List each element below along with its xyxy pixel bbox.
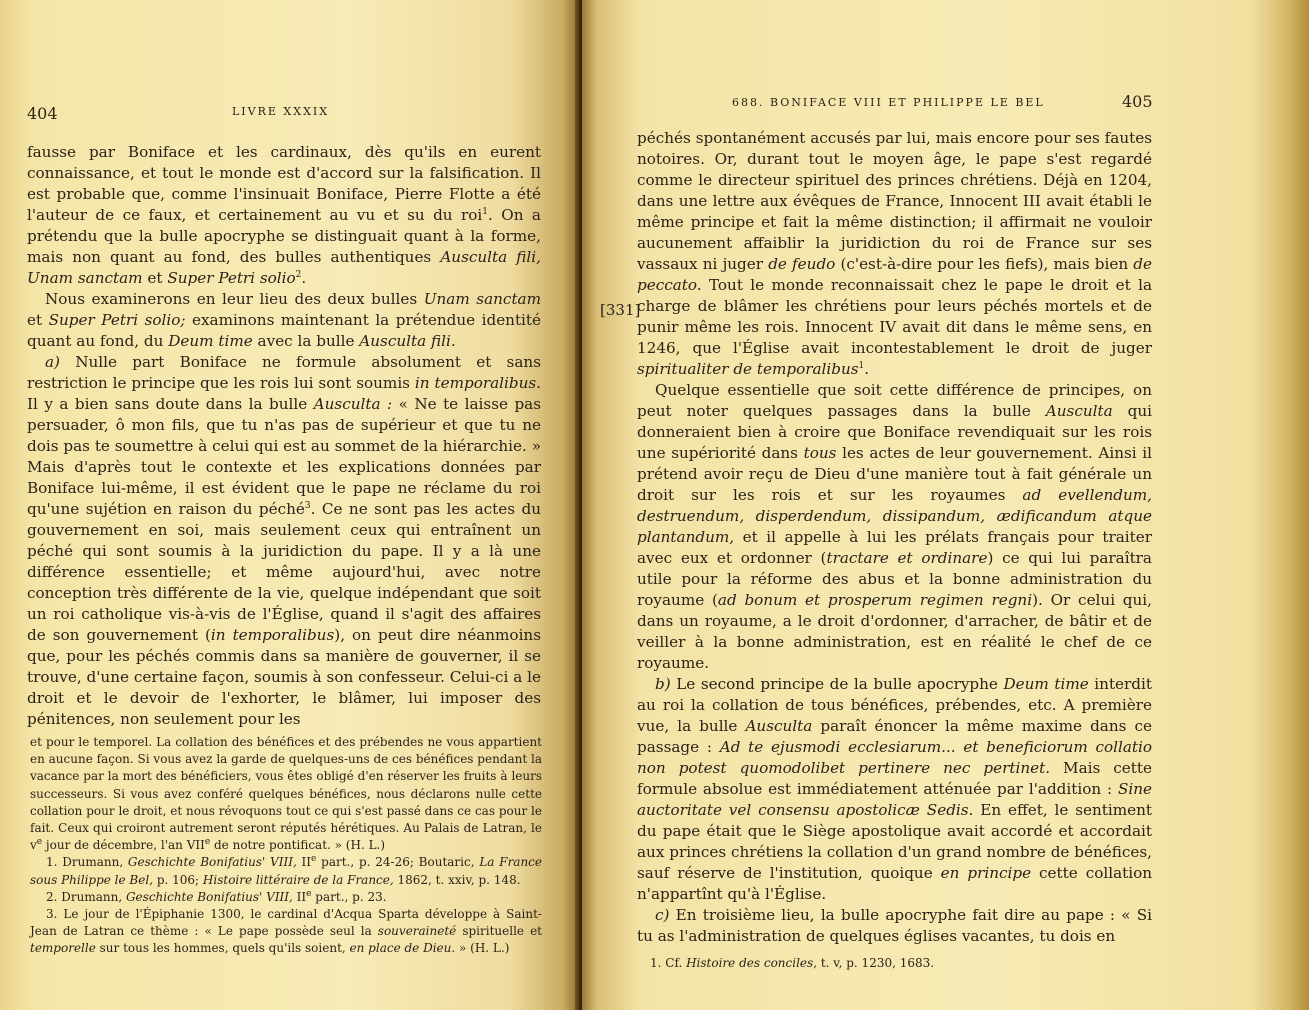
body-text: [637, 128, 1152, 947]
margin-reference: [331]: [600, 301, 641, 319]
left-page: [0, 0, 580, 1010]
footnote: 1. Drumann, Geschichte Bonifatius' VIII, IIe part., p. 24-26; Boutaric, La France sous Philippe le Bel, p. 106; Histoire littéraire de la France, 1862, t. xxiv, p. 148.: [30, 854, 543, 887]
footnote: 1. Cf. Histoire des conciles, t. v, p. 1230, 1683.: [650, 956, 935, 970]
paragraph: Quelque essentielle que soit cette différence de principes, on peut noter quelques passages dans la bulle Ausculta qui donneraient bien à croire que Boniface revendiquait sur les rois une supériorité dans tous les actes de leur gouvernement. Ainsi il prétend avoir reçu de Dieu d'une manière tout à fait générale un droit sur les rois et sur les royaumes ad evellendum, destruendum, disperdendum, dissipandum, ædificandum atque plantandum, et il appelle à lui les prélats français pour traiter avec eux et ordonner (tractare et ordinare) ce qui lui paraîtra utile pour la réforme des abus et la bonne administration du royaume (ad bonum et prosperum regimen regni). Or celui qui, dans un royaume, a le droit d'ordonner, d'arracher, de bâtir et de veiller à la bonne administration, est en réalité le chef de ce royaume.: [637, 381, 1152, 672]
page-number: 405: [1122, 92, 1153, 111]
page-number: 404: [27, 104, 58, 123]
footnotes: [650, 955, 1150, 972]
paragraph: a) Nulle part Boniface ne formule absolument et sans restriction le principe que les rois lui sont soumis in temporalibus. Il y a bien sans doute dans la bulle Ausculta : « Ne te laisse pas persuader, ô mon fils, que tu n'as pas de supérieur et que tu ne dois pas te soumettre à celui qui est au sommet de la hiérarchie. » Mais d'après tout le contexte et les explications données par Boniface lui-même, il est évident que le pape ne réclame du roi qu'une sujétion en raison du péché$^3$. Ce ne sont pas les actes du gouvernement en soi, mais seulement ceux qui entraînent un péché qui sont soumis à la juridiction du pape. Il y a là une différence essentielle; et même aujourd'hui, avec notre conception très différente de la vie, quelque indépendant que soit un roi catholique vis-à-vis de l'Église, quand il s'agit des affaires de son gouvernement (in temporalibus), on peut dire néanmoins que, pour les péchés commis dans sa manière de gouverner, il se trouve, d'une certaine façon, soumis à son confesseur. Celui-ci a le droit et le devoir de l'exhorter, le blâmer, lui imposer des pénitences, non seulement pour les: [27, 353, 542, 728]
paragraph: fausse par Boniface et les cardinaux, dès qu'ils en eurent connaissance, et tout le monde est d'accord sur la falsification. Il est probable que, comme l'insinuait Boniface, Pierre Flotte a été l'auteur de ce faux, et certainement au vu et su du roi$^1$. On a prétendu que la bulle apocryphe se distinguait quant à la forme, mais non quant au fond, des bulles authentiques Ausculta fili, Unam sanctam et Super Petri solio$^2$.: [27, 143, 541, 287]
right-page: [582, 0, 1309, 1010]
footnote-continuation: et pour le temporel. La collation des bénéfices et des prébendes ne vous appartient en aucune façon. Si vous avez la garde de quelques-uns de ces bénéfices pendant la vacance par la mort des bénéficiers, vous êtes obligé d'en réserver les fruits à leurs successeurs. Si vous avez conféré quelques bénéfices, nous déclarons nulle cette collation pour le droit, et nous révoquons tout ce qui s'est passé dans ce cas pour le fait. Ceux qui croiront autrement seront réputés hérétiques. Au Palais de Latran, le $v^e$ jour de décembre, l'an VIIe de notre pontificat. » (H. L.): [30, 735, 542, 853]
running-head: LIVRE XXXIX: [232, 105, 330, 118]
running-head: 688. BONIFACE VIII ET PHILIPPE LE BEL: [732, 96, 1045, 109]
footnotes: [30, 734, 542, 958]
paragraph: b) Le second principe de la bulle apocryphe Deum time interdit au roi la collation de tous bénéfices, prébendes, etc. A première vue, la bulle Ausculta paraît énoncer la même maxime dans ce passage : Ad te ejusmodi ecclesiarum... et beneficiorum collatio non potest quomodolibet pertinere nec pertinet. Mais cette formule absolue est immédiatement atténuée par l'addition : Sine auctoritate vel consensu apostolicæ Sedis. En effet, le sentiment du pape était que le Siège apostolique avait accordé et accordait aux princes chrétiens la collation d'un grand nombre de bénéfices, sauf réserve de l'institution, quoique en principe cette collation n'appartînt qu'à l'Église.: [637, 675, 1153, 903]
body-text: [27, 142, 541, 730]
paragraph: c) En troisième lieu, la bulle apocryphe fait dire au pape : « Si tu as l'administration de quelques églises vacantes, tu dois en: [637, 906, 1152, 945]
footnote: 2. Drumann, Geschichte Bonifatius' VIII, IIe part., p. 23.: [46, 888, 387, 904]
footnote: 3. Le jour de l'Épiphanie 1300, le cardinal d'Acqua Sparta développe à Saint-Jean de Latran ce thème : « Le pape possède seul la souveraineté spirituelle et temporelle sur tous les hommes, quels qu'ils soient, en place de Dieu. » (H. L.): [30, 907, 543, 956]
paragraph: péchés spontanément accusés par lui, mais encore pour ses fautes notoires. Or, durant tout le moyen âge, le pape s'est regardé comme le directeur spirituel des princes chrétiens. Déjà en 1204, dans une lettre aux évêques de France, Innocent III avait établi le même principe et fait la même distinction; il affirmait ne vouloir aucunement affaiblir la juridiction du roi de France sur ses vassaux ni juger de feudo (c'est-à-dire pour les fiefs), mais bien de peccato. Tout le monde reconnaissait chez le pape le droit et la charge de blâmer les chrétiens pour leurs péchés mortels et de punir même les rois. Innocent IV avait dit dans le même sens, en 1246, que l'Église avait incontestablement le droit de juger spiritualiter de temporalibus$^1$.: [637, 129, 1153, 378]
paragraph: Nous examinerons en leur lieu des deux bulles Unam sanctam et Super Petri solio; examinons maintenant la prétendue identité quant au fond, du Deum time avec la bulle Ausculta fili.: [27, 290, 542, 350]
